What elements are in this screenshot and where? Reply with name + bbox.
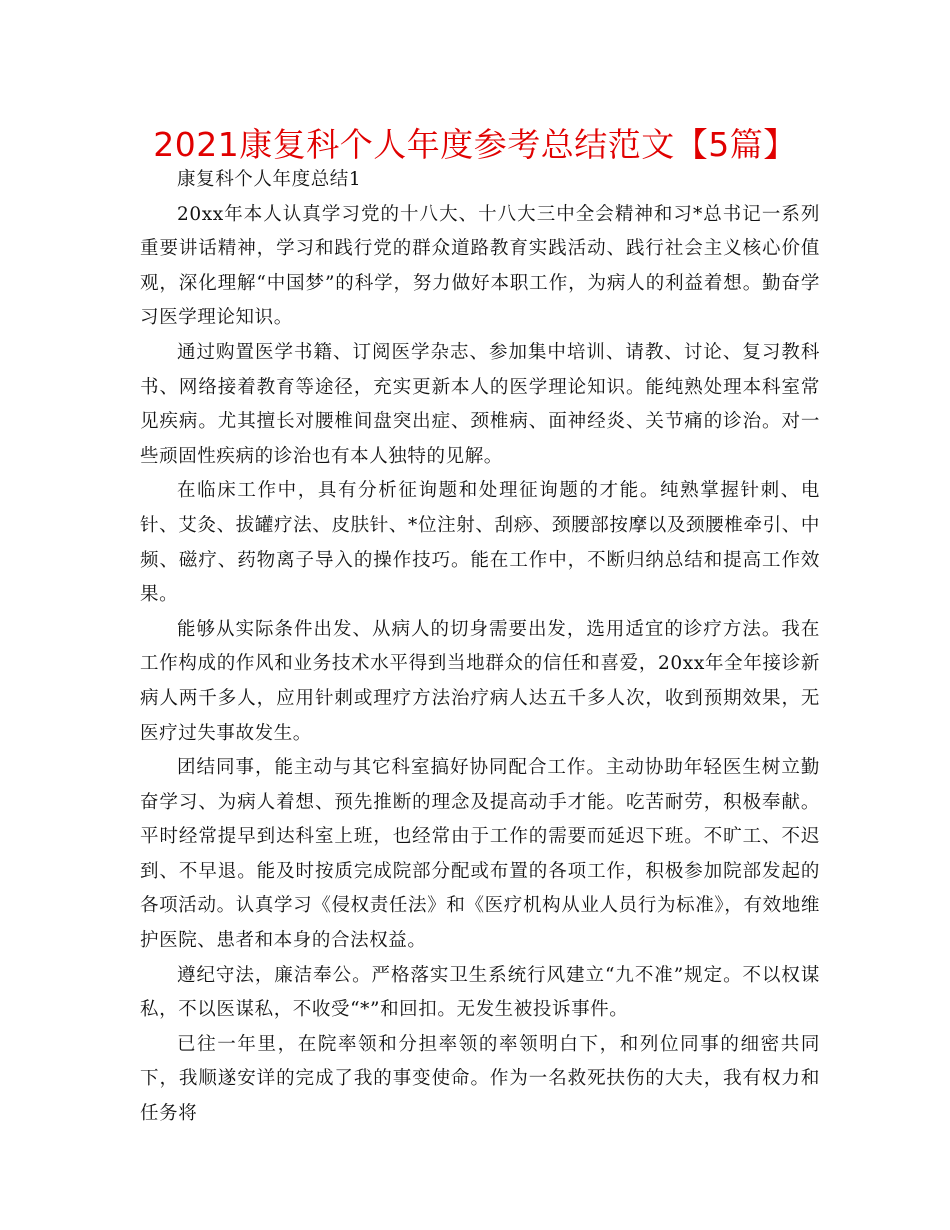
paragraph: 已往一年里，在院率领和分担率领的率领明白下，和列位同事的细密共同下，我顺遂安详的完成了我的事变使命。作为一名救死扶伤的大夫，我有权力和任务将 (140, 1033, 820, 1125)
document-body (140, 163, 820, 1132)
paragraph: 遵纪守法，廉洁奉公。严格落实卫生系统行风建立“九不准”规定。不以权谋私，不以医谋私，不收受“*”和回扣。无发生被投诉事件。 (140, 964, 820, 1021)
paragraph: 在临床工作中，具有分析征询题和处理征询题的才能。纯熟掌握针刺、电针、艾灸、拔罐疗法、皮肤针、*位注射、刮痧、颈腰部按摩以及颈腰椎牵引、中频、磁疗、药物离子导入的操作技巧。能在工作中，不断归纳总结和提高工作效果。 (140, 480, 820, 606)
document-title: 2021康复科个人年度参考总结范文【5篇】 (153, 125, 797, 164)
paragraph: 通过购置医学书籍、订阅医学杂志、参加集中培训、请教、讨论、复习教科书、网络接着教育等途径，充实更新本人的医学理论知识。能纯熟处理本科室常见疾病。尤其擅长对腰椎间盘突出症、颈椎病、面神经炎、关节痛的诊治。对一些顽固性疾病的诊治也有本人独特的见解。 (140, 341, 820, 467)
paragraph: 能够从实际条件出发、从病人的切身需要出发，选用适宜的诊疗方法。我在工作构成的作风和业务技术水平得到当地群众的信任和喜爱，20xx年全年接诊新病人两千多人，应用针刺或理疗方法治疗病人达五千多人次，收到预期效果，无医疗过失事故发生。 (140, 618, 820, 744)
paragraph: 团结同事，能主动与其它科室搞好协同配合工作。主动协助年轻医生树立勤奋学习、为病人着想、预先推断的理念及提高动手才能。吃苦耐劳，积极奉献。平时经常提早到达科室上班，也经常由于工作的需要而延迟下班。不旷工、不迟到、不早退。能及时按质完成院部分配或布置的各项工作，积极参加院部发起的各项活动。认真学习《侵权责任法》和《医疗机构从业人员行为标准》，有效地维护医院、患者和本身的合法权益。 (140, 757, 820, 952)
paragraph: 20xx年本人认真学习党的十八大、十八大三中全会精神和习*总书记一系列重要讲话精神，学习和践行党的群众道路教育实践活动、践行社会主义核心价值观，深化理解“中国梦”的科学，努力做好本职工作，为病人的利益着想。勤奋学习医学理论知识。 (140, 203, 820, 329)
section-heading: 康复科个人年度总结1 (177, 169, 362, 190)
